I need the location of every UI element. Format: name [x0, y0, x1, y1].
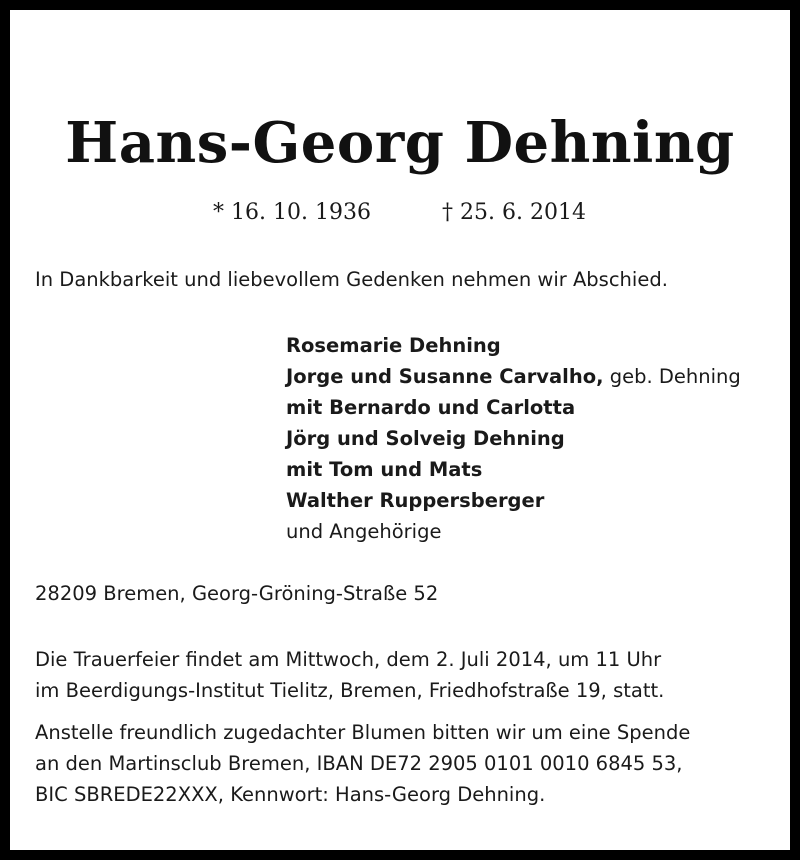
mourner-line — [286, 330, 741, 361]
mourner-name: Jörg und Solveig Dehning — [286, 427, 565, 450]
mourner-name: mit Tom und Mats — [286, 458, 483, 481]
mourner-line — [286, 361, 741, 392]
family-address: 28209 Bremen, Georg-Gröning-Straße 52 — [35, 582, 439, 605]
ceremony-line: im Beerdigungs-Institut Tielitz, Bremen, Friedhofstraße 19, statt. — [35, 679, 665, 702]
relatives-line: und Angehörige — [286, 520, 442, 543]
mourner-line — [286, 454, 741, 485]
donation-info — [35, 717, 690, 810]
birth-date: * 16. 10. 1936 — [213, 200, 371, 225]
mourners-list — [286, 330, 741, 547]
mourner-line — [286, 423, 741, 454]
donation-line: an den Martinsclub Bremen, IBAN DE72 2905 0101 0010 6845 53, — [35, 752, 683, 775]
mourner-name: Jorge und Susanne Carvalho, — [286, 365, 604, 388]
mourner-suffix: geb. Dehning — [603, 365, 741, 388]
mourner-name: Walther Ruppersberger — [286, 489, 545, 512]
ceremony-line: Die Trauerfeier findet am Mittwoch, dem 2. Juli 2014, um 11 Uhr — [35, 648, 662, 671]
mourner-line — [286, 485, 741, 516]
farewell-statement: In Dankbarkeit und liebevollem Gedenken nehmen wir Abschied. — [35, 268, 668, 291]
death-date: † 25. 6. 2014 — [442, 200, 586, 225]
donation-line: BIC SBREDE22XXX, Kennwort: Hans-Georg Dehning. — [35, 783, 546, 806]
donation-line: Anstelle freundlich zugedachter Blumen bitten wir um eine Spende — [35, 721, 691, 744]
mourner-name: mit Bernardo und Carlotta — [286, 396, 576, 419]
mourner-line — [286, 392, 741, 423]
deceased-name: Hans-Georg Dehning — [65, 110, 735, 176]
ceremony-info — [35, 644, 664, 706]
mourner-name: Rosemarie Dehning — [286, 334, 501, 357]
